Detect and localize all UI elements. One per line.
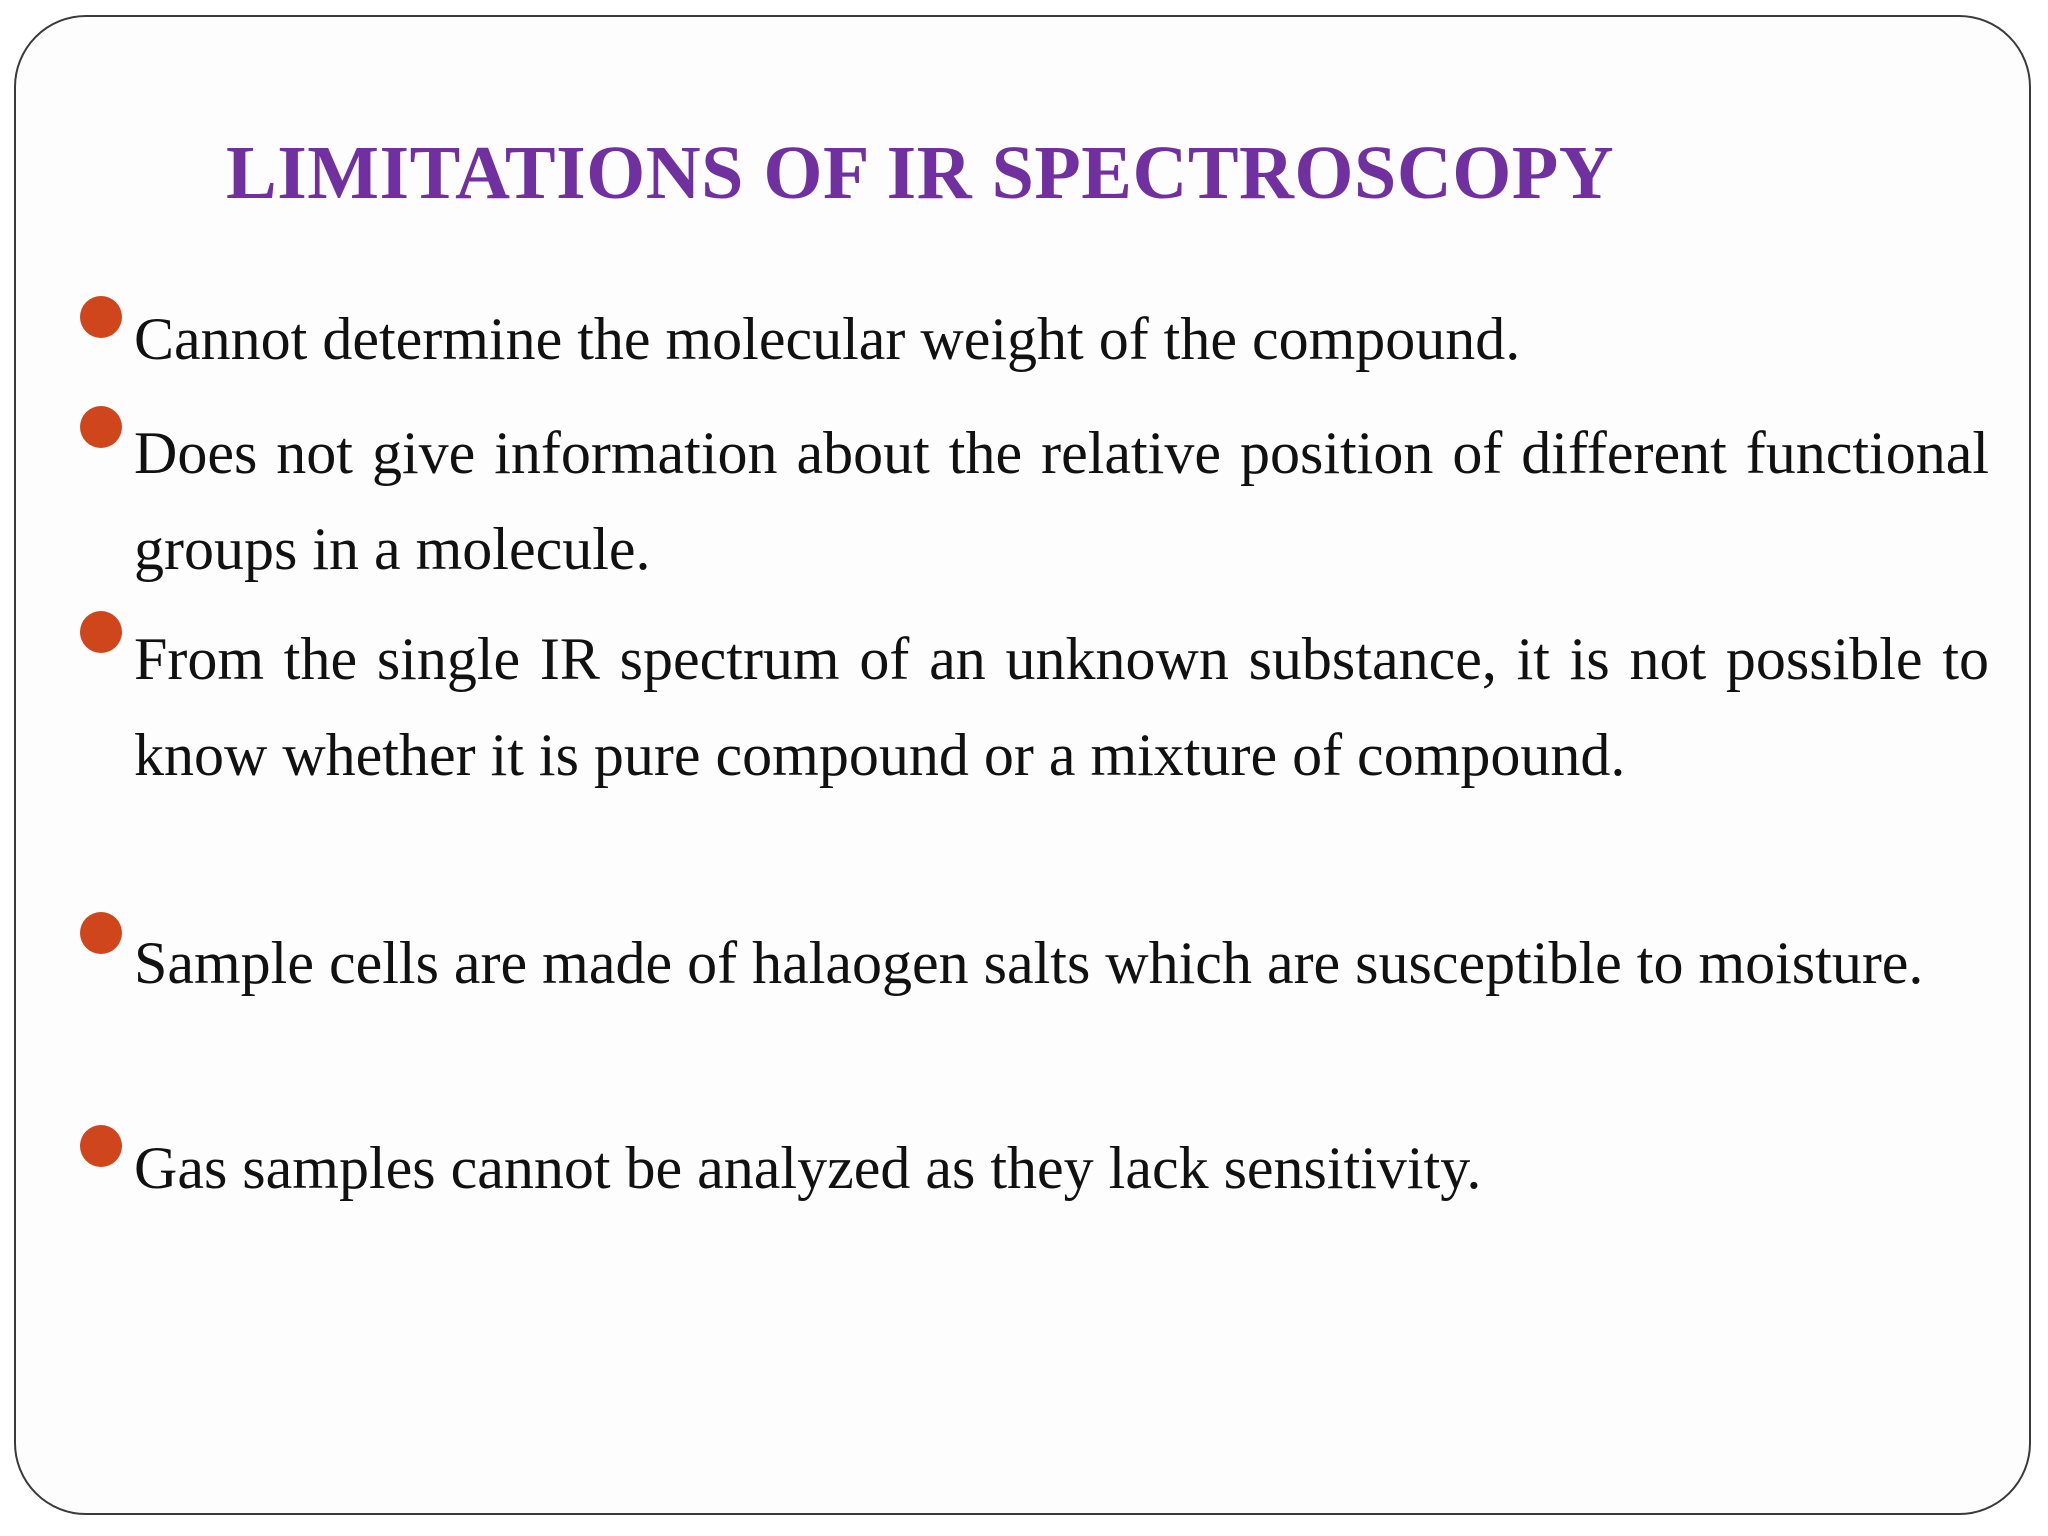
bullet-item-5: Gas samples cannot be analyzed as they lack sensitivity.: [134, 1135, 1482, 1201]
bullet-item-4: Sample cells are made of halaogen salts which are susceptible to moisture.: [134, 930, 1924, 996]
bullet-dot-icon: [80, 1125, 122, 1167]
slide-frame: [14, 15, 2031, 1515]
bullet-dot-icon: [80, 611, 122, 653]
bullet-dot-icon: [80, 912, 122, 954]
slide-title: LIMITATIONS OF IR SPECTROSCOPY: [226, 131, 1615, 215]
bullet-dot-icon: [80, 406, 122, 448]
bullet-item-2: Does not give information about the relative position of different functional groups in a molecule.: [134, 420, 1989, 582]
bullet-item-1: Cannot determine the molecular weight of the compound.: [134, 306, 1521, 372]
bullet-list: [16, 17, 2029, 1513]
bullet-item-3: From the single IR spectrum of an unknown substance, it is not possible to know whether it is pure compound or a mixture of compound.: [134, 626, 1989, 788]
bullet-dot-icon: [80, 296, 122, 338]
